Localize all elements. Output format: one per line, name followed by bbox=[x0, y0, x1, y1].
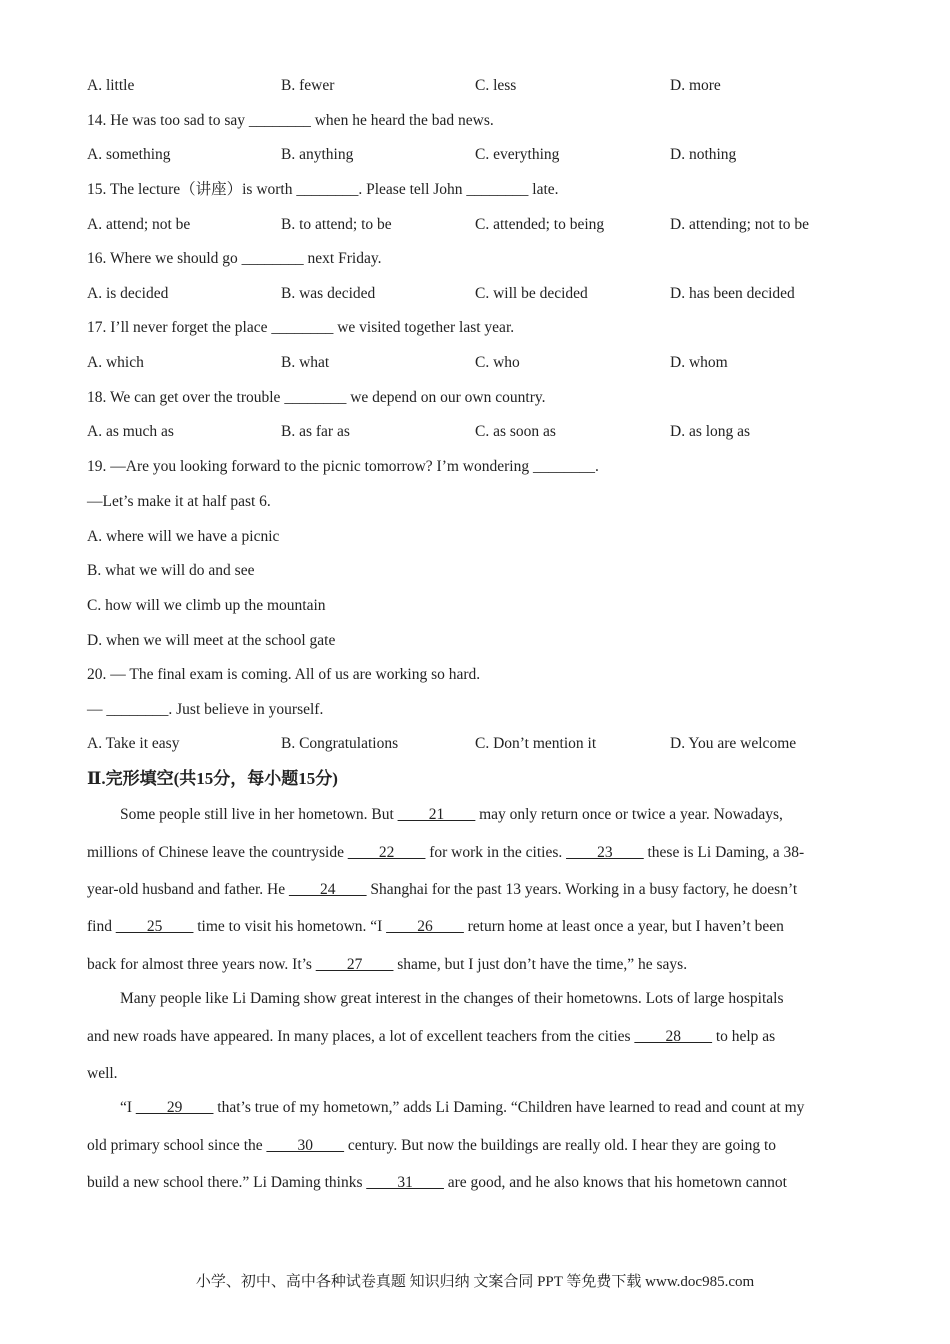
q15-stem: 15. The lecture（讲座）is worth ________. Please tell John ________ late. bbox=[87, 181, 559, 198]
blank-23: ____23____ bbox=[566, 844, 644, 861]
section-2-title: Ⅱ.完形填空(共15分，每小题15分) bbox=[87, 769, 338, 788]
cloze-line: year-old husband and father. He ____24____ Shanghai for the past 13 years. Working in a busy factory, he doesn’t bbox=[87, 881, 798, 898]
q20-option-a: A. Take it easy bbox=[87, 735, 180, 752]
blank-29: ____29____ bbox=[135, 1099, 214, 1116]
blank-25: ____25____ bbox=[115, 918, 194, 935]
blank-21: ____21____ bbox=[397, 806, 476, 823]
q16-stem: 16. Where we should go ________ next Friday. bbox=[87, 250, 382, 267]
q16-option-c: C. will be decided bbox=[475, 285, 588, 302]
q18-stem: 18. We can get over the trouble ________ we depend on our own country. bbox=[87, 389, 546, 406]
blank-22: ____22____ bbox=[347, 844, 426, 861]
q15-option-c: C. attended; to being bbox=[475, 216, 605, 233]
blank-28: ____28____ bbox=[634, 1028, 712, 1045]
q18-option-a: A. as much as bbox=[87, 423, 174, 440]
q15-option-d: D. attending; not to be bbox=[670, 216, 810, 233]
q13-option-d: D. more bbox=[670, 77, 721, 94]
q17-option-a: A. which bbox=[87, 354, 144, 371]
q16-option-a: A. is decided bbox=[87, 285, 169, 302]
q14-stem: 14. He was too sad to say ________ when he heard the bad news. bbox=[87, 112, 494, 129]
q17-stem: 17. I’ll never forget the place ________ we visited together last year. bbox=[87, 319, 515, 336]
q15-option-a: A. attend; not be bbox=[87, 216, 191, 233]
q18-option-c: C. as soon as bbox=[475, 423, 556, 440]
blank-30: ____30____ bbox=[266, 1137, 344, 1154]
q13-option-b: B. fewer bbox=[281, 77, 335, 94]
cloze-line: Many people like Li Daming show great interest in the changes of their hometowns. Lots of large hospitals bbox=[120, 990, 784, 1007]
q14-option-c: C. everything bbox=[475, 146, 560, 163]
q19-option-b: B. what we will do and see bbox=[87, 562, 255, 579]
cloze-line: old primary school since the ____30____ century. But now the buildings are really old. I hear they are going to bbox=[87, 1137, 777, 1154]
cloze-line: millions of Chinese leave the countryside ____22____ for work in the cities. ____23____ these is Li Daming, a 38- bbox=[87, 844, 805, 861]
cloze-line: well. bbox=[87, 1065, 118, 1082]
q13-option-a: A. little bbox=[87, 77, 135, 94]
q20-option-c: C. Don’t mention it bbox=[475, 735, 597, 752]
cloze-line: find ____25____ time to visit his hometown. “I ____26____ return home at least once a year, but I haven’t been bbox=[87, 918, 784, 935]
cloze-line: “I ____29____ that’s true of my hometown,” adds Li Daming. “Children have learned to read and count at my bbox=[120, 1099, 805, 1116]
q15-option-b: B. to attend; to be bbox=[281, 216, 392, 233]
q20-option-b: B. Congratulations bbox=[281, 735, 399, 752]
q14-option-a: A. something bbox=[87, 146, 171, 163]
page-footer: 小学、初中、高中各种试卷真题 知识归纳 文案合同 PPT 等免费下载 www.doc985.com bbox=[195, 1274, 755, 1290]
blank-24: ____24____ bbox=[288, 881, 367, 898]
q14-option-b: B. anything bbox=[281, 146, 354, 163]
q16-option-b: B. was decided bbox=[281, 285, 376, 302]
q14-option-d: D. nothing bbox=[670, 146, 737, 163]
q17-option-d: D. whom bbox=[670, 354, 728, 371]
blank-26: ____26____ bbox=[386, 918, 464, 935]
cloze-line: build a new school there.” Li Daming thinks ____31____ are good, and he also knows that his hometown cannot bbox=[87, 1174, 787, 1191]
q19-option-d: D. when we will meet at the school gate bbox=[87, 632, 336, 649]
q16-option-d: D. has been decided bbox=[670, 285, 795, 302]
q18-option-b: B. as far as bbox=[281, 423, 350, 440]
blank-31: ____31____ bbox=[366, 1174, 444, 1191]
q19-stem: 19. —Are you looking forward to the picnic tomorrow? I’m wondering ________. bbox=[87, 458, 599, 475]
q17-option-c: C. who bbox=[475, 354, 520, 371]
q19-option-a: A. where will we have a picnic bbox=[87, 528, 280, 545]
q20-stem: 20. — The final exam is coming. All of us are working so hard. bbox=[87, 666, 481, 683]
q19-reply: —Let’s make it at half past 6. bbox=[87, 493, 271, 510]
cloze-line: back for almost three years now. It’s ____27____ shame, but I just don’t have the time,” he says. bbox=[87, 956, 688, 973]
q18-option-d: D. as long as bbox=[670, 423, 751, 440]
blank-27: ____27____ bbox=[315, 956, 394, 973]
q17-option-b: B. what bbox=[281, 354, 330, 371]
q13-option-c: C. less bbox=[475, 77, 517, 94]
q20-option-d: D. You are welcome bbox=[670, 735, 797, 752]
q20-reply: — ________. Just believe in yourself. bbox=[87, 701, 324, 718]
cloze-line: Some people still live in her hometown. But ____21____ may only return once or twice a year. Nowadays, bbox=[120, 806, 783, 823]
q19-option-c: C. how will we climb up the mountain bbox=[87, 597, 326, 614]
cloze-line: and new roads have appeared. In many places, a lot of excellent teachers from the cities ____28____ to help as bbox=[87, 1028, 776, 1045]
